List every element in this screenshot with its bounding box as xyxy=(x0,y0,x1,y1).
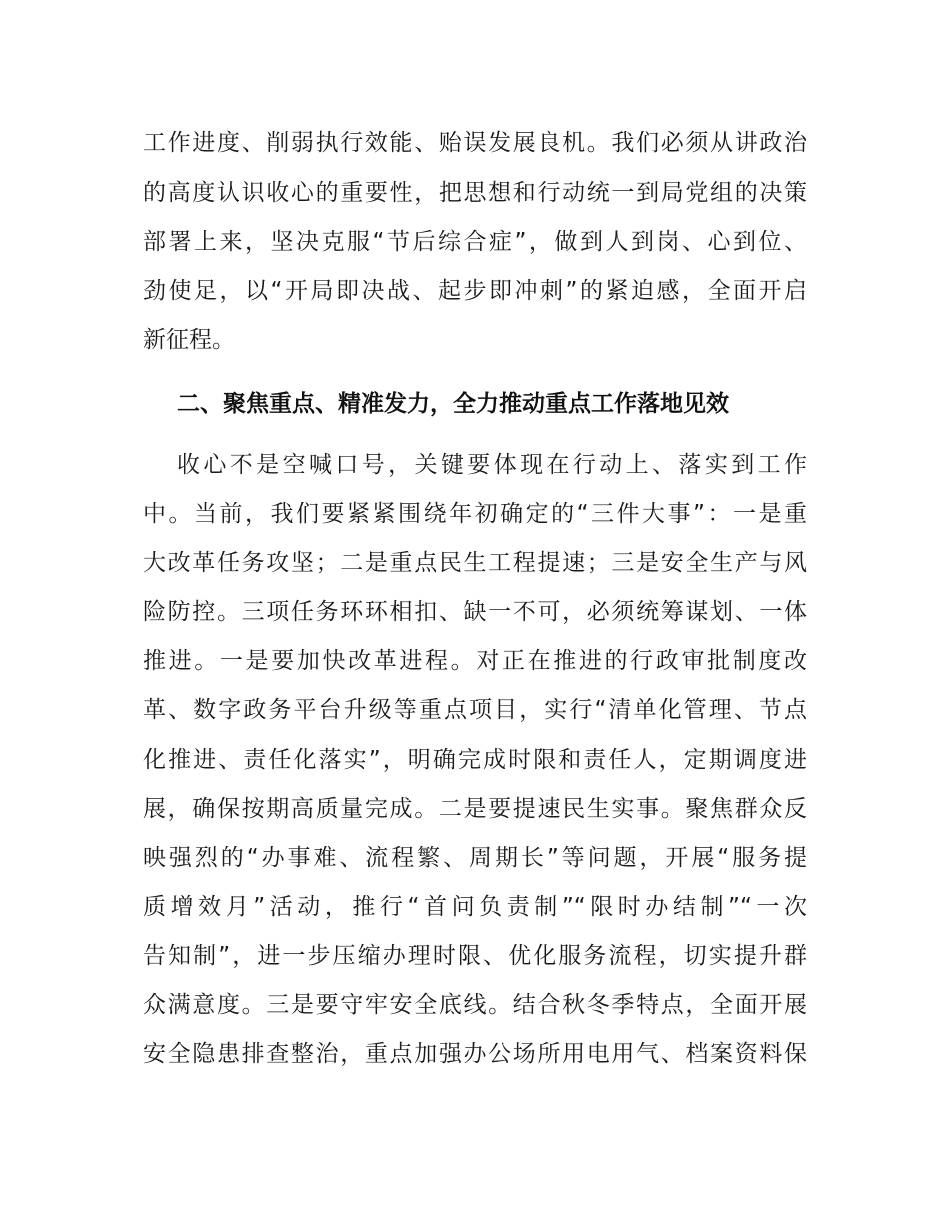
paragraph-2-line: 质增效月”活动，推行“首问负责制”“限时办结制”“一次 xyxy=(143,894,807,920)
paragraph-2-line: 化推进、责任化落实”，明确完成时限和责任人，定期调度进 xyxy=(143,747,807,773)
paragraph-2-line: 收心不是空喊口号，关键要体现在行动上、落实到工作 xyxy=(177,452,807,478)
paragraph-2-line: 展，确保按期高质量完成。二是要提速民生实事。聚焦群众反 xyxy=(143,796,807,822)
paragraph-2-line: 映强烈的“办事难、流程繁、周期长”等问题，开展“服务提 xyxy=(143,845,807,871)
paragraph-2-line: 安全隐患排查整治，重点加强办公场所用电用气、档案资料保 xyxy=(143,1041,807,1067)
paragraph-2-line: 革、数字政务平台升级等重点项目，实行“清单化管理、节点 xyxy=(143,697,807,723)
paragraph-2-line: 推进。一是要加快改革进程。对正在推进的行政审批制度改 xyxy=(143,648,807,674)
paragraph-2-line: 告知制”，进一步压缩办理时限、优化服务流程，切实提升群 xyxy=(143,943,807,969)
paragraph-1-line: 的高度认识收心的重要性，把思想和行动统一到局党组的决策 xyxy=(143,180,807,206)
paragraph-2-line: 大改革任务攻坚；二是重点民生工程提速；三是安全生产与风 xyxy=(143,550,807,576)
paragraph-1-line: 工作进度、削弱执行效能、贻误发展良机。我们必须从讲政治 xyxy=(143,130,807,156)
paragraph-1-line: 新征程。 xyxy=(143,327,235,353)
paragraph-2-line: 险防控。三项任务环环相扣、缺一不可，必须统筹谋划、一体 xyxy=(143,599,807,625)
paragraph-1-line: 部署上来，坚决克服“节后综合症”，做到人到岗、心到位、 xyxy=(143,229,807,255)
section-heading: 二、聚焦重点、精准发力，全力推动重点工作落地见效 xyxy=(177,391,729,417)
paragraph-2-line: 中。当前，我们要紧紧围绕年初确定的“三件大事”：一是重 xyxy=(143,501,807,527)
paragraph-2-line: 众满意度。三是要守牢安全底线。结合秋冬季特点，全面开展 xyxy=(143,992,807,1018)
paragraph-1-line: 劲使足，以“开局即决战、起步即冲刺”的紧迫感，全面开启 xyxy=(143,278,807,304)
